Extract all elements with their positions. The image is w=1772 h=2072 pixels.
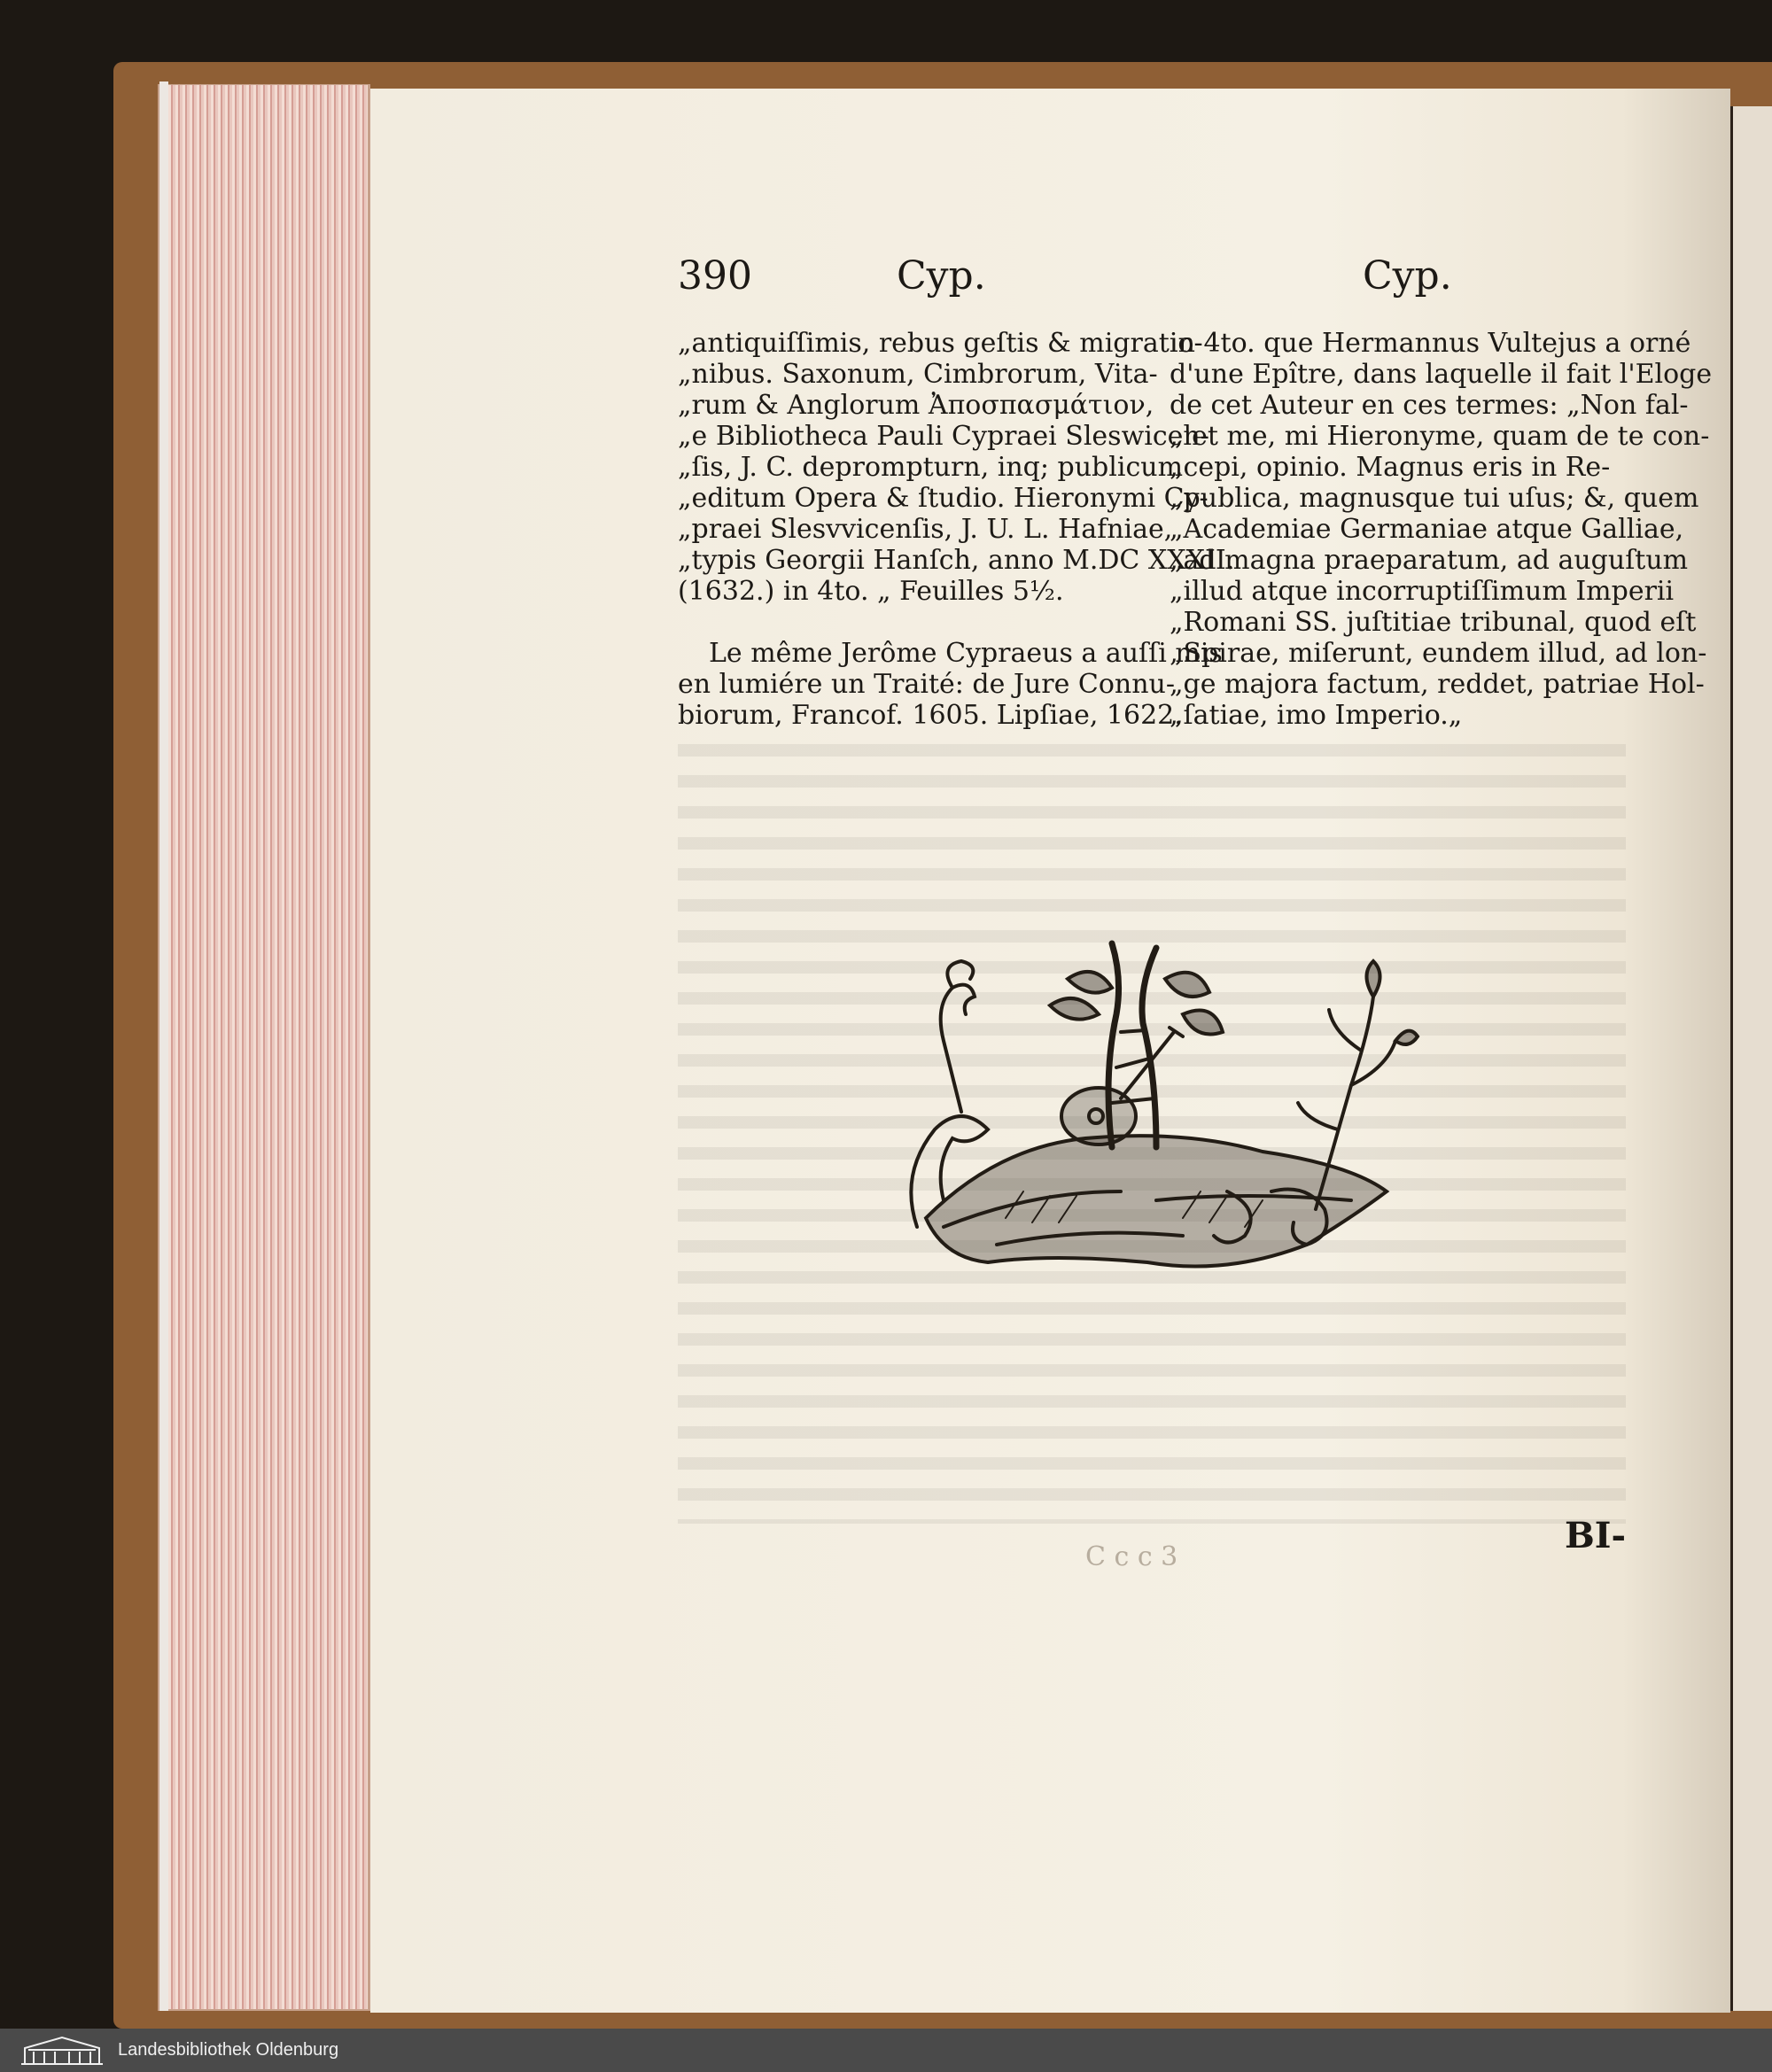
page-number: 390 — [678, 253, 752, 299]
text-line: biorum, Francof. 1605. Lipſiae, 1622. — [678, 700, 1183, 731]
text-line: in 4to. que Hermannus Vultejus a orné — [1170, 328, 1691, 359]
left-text-column — [678, 328, 1235, 731]
text-line: „ſatiae, imo Imperio.„ — [1170, 700, 1463, 731]
facing-page-edge — [1730, 106, 1772, 2011]
text-line: „illud atque incorruptiſſimum Imperii — [1170, 576, 1675, 607]
text-line: „e Bibliotheca Pauli Cypraei Sleswicen- — [678, 421, 1209, 452]
signature-mark: C c c 3 — [1085, 1541, 1178, 1572]
footer-bar — [0, 2029, 1772, 2072]
running-head-left: Cyp. — [897, 253, 986, 299]
text-line: „ge majora factum, reddet, patriae Hol- — [1170, 669, 1705, 700]
text-line: „Academiae Germaniae atque Galliae, — [1170, 514, 1684, 545]
text-line: „Spirae, miſerunt, eundem illud, ad lon- — [1170, 638, 1707, 669]
paragraph-gap — [678, 607, 1147, 638]
page-edge-frame — [159, 81, 168, 2011]
text-line: (1632.) in 4to. „ Feuilles 5½. — [678, 576, 1064, 607]
text-line: „typis Georgii Hanſch, anno M.DC XXXII. — [678, 545, 1235, 576]
text-line: „rum & Anglorum Ἀποσπασμάτιον, — [678, 390, 1154, 421]
text-line: „publica, magnusque tui uſus; &, quem — [1170, 483, 1699, 514]
page-edges-speckled — [168, 85, 368, 2009]
text-line: en lumiére un Traité: de Jure Connu- — [678, 669, 1176, 700]
text-line: „praei Slesvvicenſis, J. U. L. Hafniae, — [678, 514, 1173, 545]
right-text-column — [1170, 328, 1713, 731]
text-line: „editum Opera & ſtudio. Hieronymi Cy- — [678, 483, 1209, 514]
text-line: „ad magna praeparatum, ad auguſtum — [1170, 545, 1689, 576]
text-line: „cepi, opinio. Magnus eris in Re- — [1170, 452, 1611, 483]
text-line: „ſis, J. C. deprompturn, inq; publicum — [678, 452, 1184, 483]
catchword: BI- — [1565, 1515, 1627, 1556]
text-line: de cet Auteur en ces termes: „Non fal- — [1170, 390, 1689, 421]
institution-name: Landesbibliothek Oldenburg — [118, 2040, 339, 2060]
text-line: „antiquiſſimis, rebus geſtis & migratio- — [678, 328, 1203, 359]
text-line: „Romani SS. juſtitiae tribunal, quod eſt — [1170, 607, 1697, 638]
running-head-right: Cyp. — [1363, 253, 1452, 299]
text-line: „let me, mi Hieronyme, quam de te con- — [1170, 421, 1710, 452]
woodcut-tree-lute-ornament-icon — [890, 926, 1422, 1289]
text-line: Le même Jerôme Cypraeus a auſſi mis — [709, 638, 1223, 669]
text-line: „nibus. Saxonum, Cimbrorum, Vita- — [678, 359, 1158, 390]
library-building-logo-icon — [18, 2034, 106, 2066]
text-line: d'une Epître, dans laquelle il fait l'Eloge — [1170, 359, 1713, 390]
